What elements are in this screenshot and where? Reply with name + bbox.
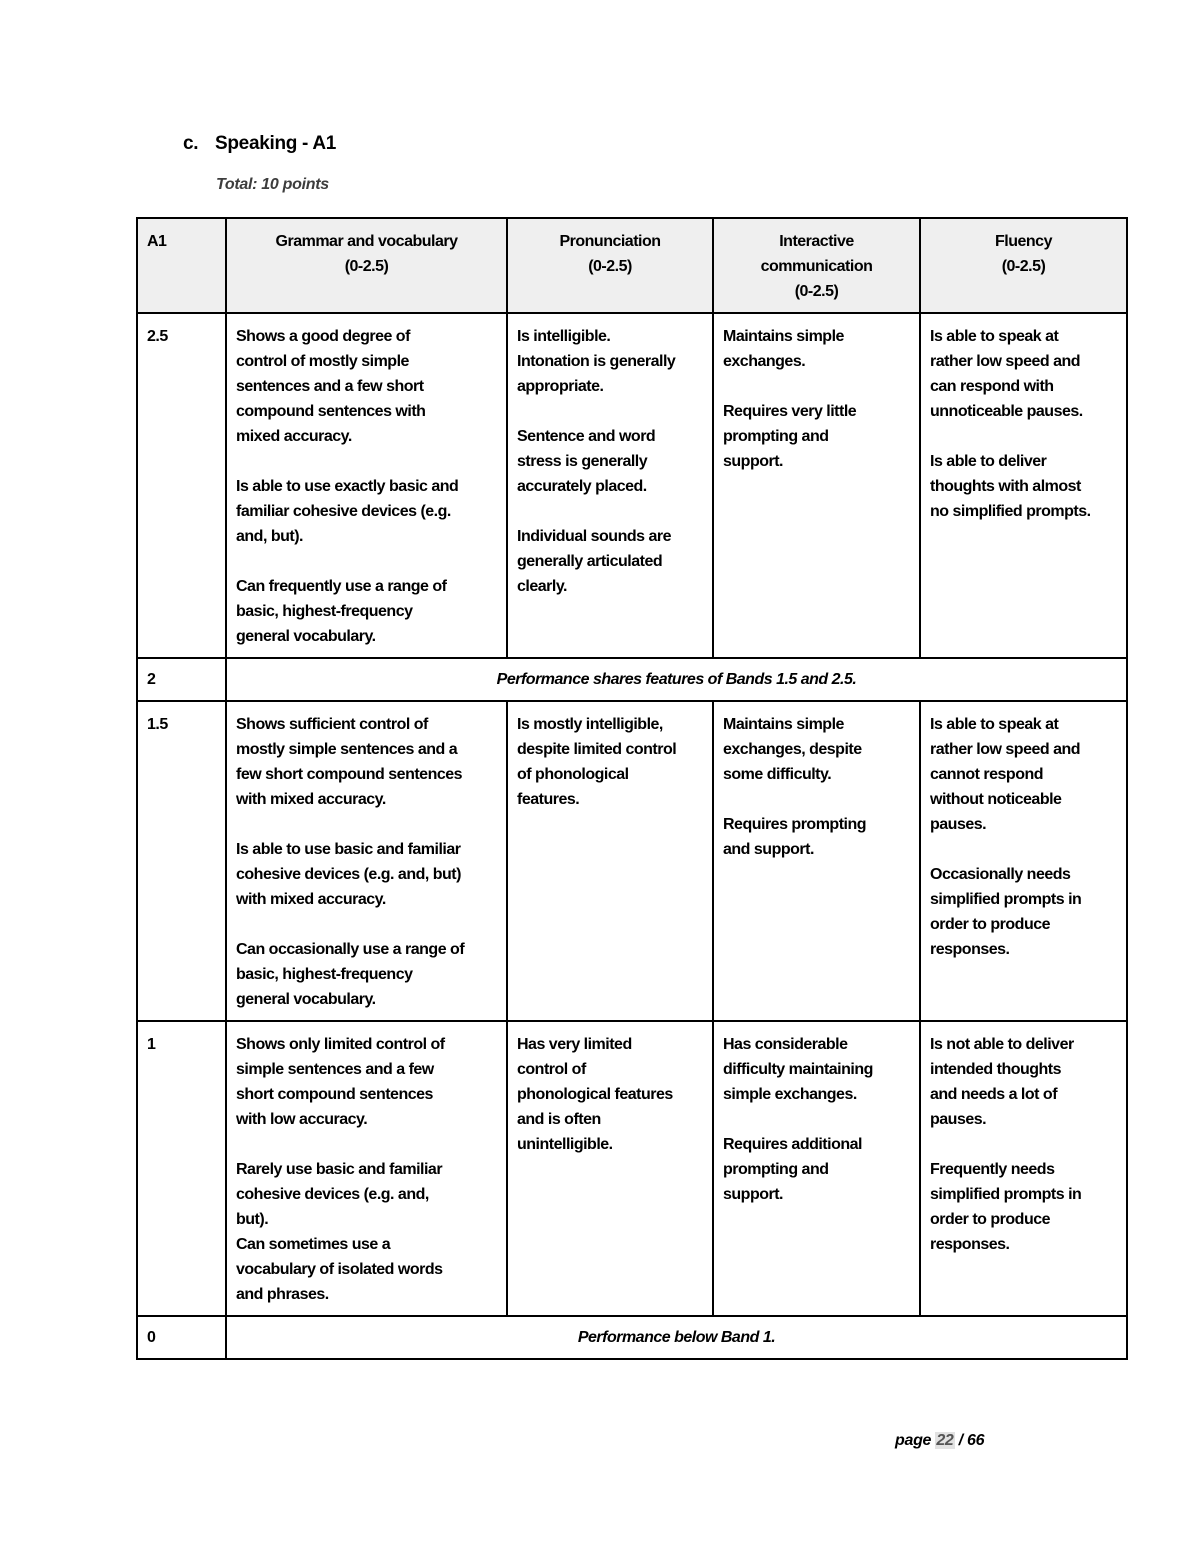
table-row-band-2 (137, 658, 1127, 701)
band-label: 2.5 (137, 313, 226, 658)
table-row-band-2-5 (137, 313, 1127, 658)
interactive-communication-cell: Maintains simple exchanges. Requires very little prompting and support. (713, 313, 920, 658)
page-separator: / (958, 1432, 963, 1449)
grammar-vocabulary-cell: Shows only limited control of simple sentences and a few short compound sentences with low accuracy. Rarely use basic and familiar cohesive devices (e.g. and, but). Can sometimes use a vocabulary of isolated words and phrases. (226, 1021, 507, 1316)
section-marker: c. (183, 133, 199, 154)
merged-description: Performance below Band 1. (226, 1316, 1127, 1359)
current-page: 22 (936, 1432, 954, 1449)
page-number (895, 1432, 984, 1450)
band-label: 1.5 (137, 701, 226, 1021)
section-heading (183, 133, 336, 155)
header-fluency: Fluency (0-2.5) (920, 218, 1127, 313)
total-points: Total: 10 points (216, 176, 329, 193)
pronunciation-cell: Is mostly intelligible, despite limited control of phonological features. (507, 701, 713, 1021)
fluency-cell: Is able to speak at rather low speed and cannot respond without noticeable pauses. Occasionally needs simplified prompts in order to produce responses. (920, 701, 1127, 1021)
table-row-band-0 (137, 1316, 1127, 1359)
pronunciation-cell: Has very limited control of phonological features and is often unintelligible. (507, 1021, 713, 1316)
band-label: 0 (137, 1316, 226, 1359)
interactive-communication-cell: Maintains simple exchanges, despite some difficulty. Requires prompting and support. (713, 701, 920, 1021)
band-label: 2 (137, 658, 226, 701)
fluency-cell: Is able to speak at rather low speed and can respond with unnoticeable pauses. Is able to deliver thoughts with almost no simplified prompts. (920, 313, 1127, 658)
merged-description: Performance shares features of Bands 1.5 and 2.5. (226, 658, 1127, 701)
speaking-rubric-table (136, 217, 1128, 1360)
header-band: A1 (137, 218, 226, 313)
pronunciation-cell: Is intelligible. Intonation is generally appropriate. Sentence and word stress is generally accurately placed. Individual sounds are generally articulated clearly. (507, 313, 713, 658)
header-pronunciation: Pronunciation (0-2.5) (507, 218, 713, 313)
interactive-communication-cell: Has considerable difficulty maintaining simple exchanges. Requires additional prompting and support. (713, 1021, 920, 1316)
band-label: 1 (137, 1021, 226, 1316)
table-row-band-1-5 (137, 701, 1127, 1021)
grammar-vocabulary-cell: Shows sufficient control of mostly simple sentences and a few short compound sentences with mixed accuracy. Is able to use basic and familiar cohesive devices (e.g. and, but) with mixed accuracy. Can occasionally use a range of basic, highest-frequency general vocabulary. (226, 701, 507, 1021)
total-pages: 66 (966, 1432, 985, 1449)
header-interactive-communication: Interactive communication (0-2.5) (713, 218, 920, 313)
page-prefix: page (895, 1432, 932, 1449)
section-title: Speaking - A1 (215, 133, 337, 154)
header-grammar-vocabulary: Grammar and vocabulary (0-2.5) (226, 218, 507, 313)
grammar-vocabulary-cell: Shows a good degree of control of mostly simple sentences and a few short compound sentences with mixed accuracy. Is able to use exactly basic and familiar cohesive devices (e.g. and, but). Can frequently use a range of basic, highest-frequency general vocabulary. (226, 313, 507, 658)
header-row (137, 218, 1127, 313)
table-row-band-1 (137, 1021, 1127, 1316)
fluency-cell: Is not able to deliver intended thoughts and needs a lot of pauses. Frequently needs simplified prompts in order to produce responses. (920, 1021, 1127, 1316)
